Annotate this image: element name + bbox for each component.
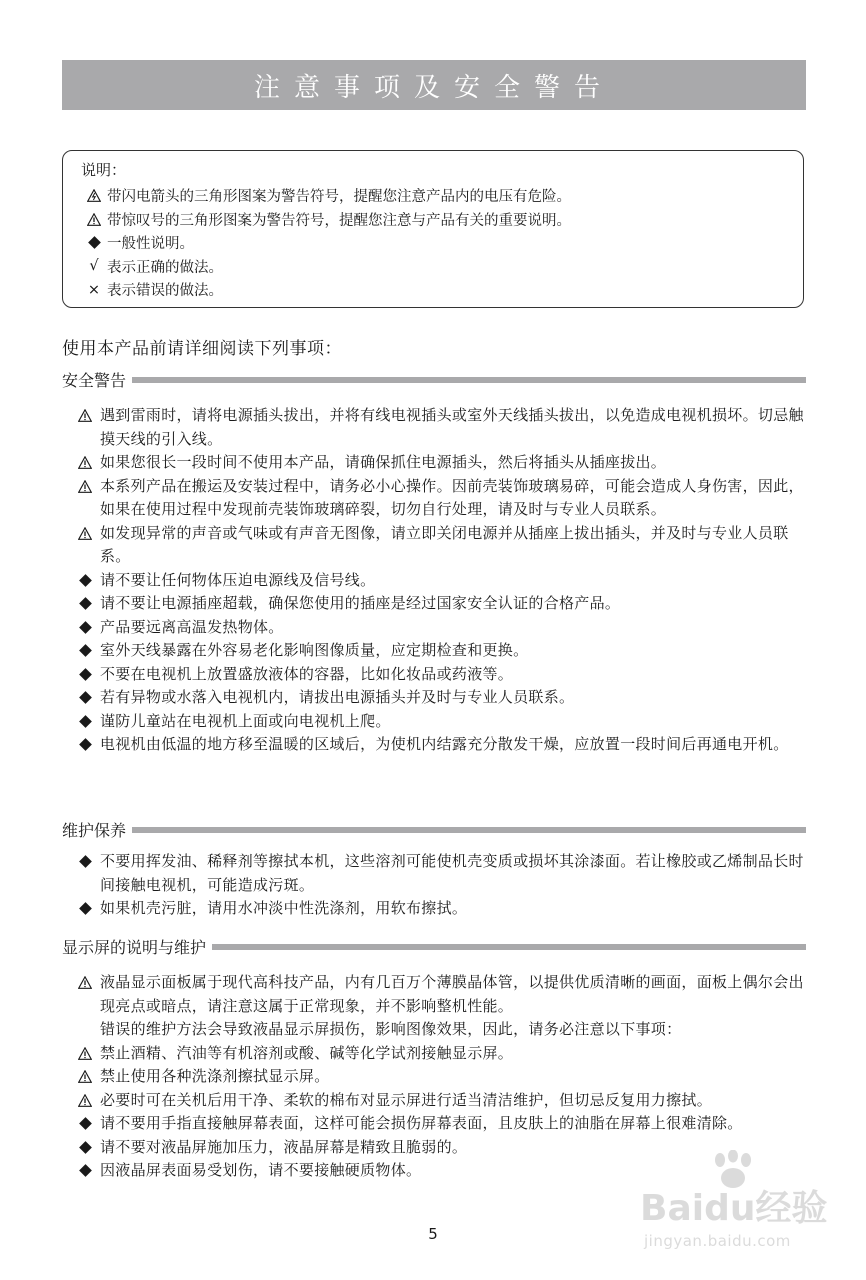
section-rule [132,377,806,383]
section-header-display [62,935,806,958]
list-item [70,451,806,475]
intro-text: 使用本产品前请详细阅读下列事项： [62,339,342,359]
list-item [70,733,806,757]
item-text: 产品要远离高温发热物体。 [100,617,284,636]
diamond-icon [70,663,100,679]
legend-text: 表示正确的做法。 [107,259,223,276]
warning-icon [70,404,100,422]
item-text: 不要用挥发油、稀释剂等擦拭本机，这些溶剂可能使机壳变质或损坏其涂漆面。若让橡胶或乙烯制品长时间接触电视机，可能造成污斑。 [100,852,804,894]
diamond-icon [70,1112,100,1128]
item-text: 错误的维护方法会导致液晶显示屏损伤，影响图像效果，因此，请务必注意以下事项： [100,1020,682,1038]
legend-text: 带闪电箭头的三角形图案为警告符号，提醒您注意产品内的电压有危险。 [107,189,571,206]
section-header-maintenance [62,818,806,841]
list-item [70,686,806,710]
diamond-icon [70,1136,100,1152]
item-text: 请不要用手指直接触屏幕表面，这样可能会损伤屏幕表面，且皮肤上的油脂在屏幕上很难清除。 [100,1114,743,1132]
list-item [70,1065,806,1089]
legend-row [81,255,803,279]
warning-icon [70,971,100,989]
list-item [70,971,806,1018]
legend-text: 一般性说明。 [107,236,194,253]
item-text: 请不要对液晶屏施加压力，液晶屏幕是精致且脆弱的。 [100,1137,468,1156]
item-text: 若有异物或水落入电视机内，请拔出电源插头并及时与专业人员联系。 [100,688,575,706]
legend-row [81,184,803,208]
item-text: 如果机壳污脏，请用水冲淡中性洗涤剂，用软布擦拭。 [100,899,468,917]
item-text: 请不要让任何物体压迫电源线及信号线。 [100,570,376,589]
section-items-safety [70,404,806,757]
list-item [70,592,806,616]
list-item [70,663,806,687]
warning-icon [70,1089,100,1107]
section-rule [212,944,806,950]
item-text: 不要在电视机上放置盛放液体的容器，比如化妆品或药液等。 [100,664,514,683]
warning-icon [70,1065,100,1083]
diamond-icon [70,639,100,655]
item-text: 禁止酒精、汽油等有机溶剂或酸、碱等化学试剂接触显示屏。 [100,1043,514,1062]
item-text: 室外天线暴露在外容易老化影响图像质量，应定期检查和更换。 [100,641,529,659]
diamond-icon [70,710,100,726]
list-item [70,1112,806,1136]
list-item [70,639,806,663]
section-label: 显示屏的说明与维护 [62,938,207,957]
list-item [70,616,806,640]
list-item [70,710,806,734]
legend-row [81,278,803,302]
diamond-icon [70,592,100,608]
cross-mark-icon: × [87,281,101,298]
item-text: 液晶显示面板属于现代高科技产品，内有几百万个薄膜晶体管，以提供优质清晰的画面，面板上偶尔会出现亮点或暗点，请注意这属于正常现象，并不影响整机性能。 [100,973,804,1015]
item-text: 如果您很长一段时间不使用本产品，请确保抓住电源插头，然后将插头从插座拔出。 [100,453,667,471]
diamond-icon [70,616,100,632]
warning-icon [70,522,100,540]
legend-box [62,150,804,308]
list-item [70,1089,806,1113]
exclamation-warning-icon [81,213,107,226]
watermark-url: jingyan.baidu.com [644,1232,791,1250]
legend-row [81,208,803,232]
diamond-icon [70,897,100,913]
warning-icon [70,451,100,469]
list-item [70,404,806,451]
diamond-bullet-icon [81,238,107,247]
section-rule [132,827,806,833]
section-items-maintenance [70,850,806,921]
list-item [70,522,806,569]
diamond-icon [70,569,100,585]
legend-row [81,231,803,255]
item-text: 如发现异常的声音或气味或有声音无图像，请立即关闭电源并从插座上拔出插头，并及时与专业人员联系。 [100,523,789,565]
watermark-logo-text: Baidu经验 [640,1188,828,1229]
item-text: 电视机由低温的地方移至温暖的区域后，为使机内结露充分散发干燥，应放置一段时间后再通电开机。 [100,735,789,753]
legend-text: 表示错误的做法。 [107,283,223,300]
warning-icon [70,1042,100,1060]
list-item [70,1018,806,1042]
warning-icon [70,475,100,493]
diamond-icon [70,686,100,702]
item-text: 请不要让电源插座超载，确保您使用的插座是经过国家安全认证的合格产品。 [100,594,621,612]
item-text: 必要时可在关机后用干净、柔软的棉布对显示屏进行适当清洁维护，但切忌反复用力擦拭。 [100,1090,713,1109]
page-title: 注意事项及安全警告 [62,60,806,110]
legend-text: 带惊叹号的三角形图案为警告符号，提醒您注意与产品有关的重要说明。 [107,212,571,229]
check-mark-icon: √ [89,258,99,275]
item-text: 禁止使用各种洗涤剂擦拭显示屏。 [100,1067,330,1085]
section-label: 安全警告 [62,371,127,390]
diamond-icon [70,850,100,866]
list-item [70,897,806,921]
section-header-safety [62,368,806,391]
section-label: 维护保养 [62,821,127,840]
item-text: 谨防儿童站在电视机上面或向电视机上爬。 [100,711,391,730]
page-number: 5 [428,1225,438,1243]
diamond-icon [70,1159,100,1175]
list-item [70,569,806,593]
item-text: 本系列产品在搬运及安装过程中，请务必小心操作。因前壳装饰玻璃易碎，可能会造成人身伤害，因此，如果在使用过程中发现前壳装饰玻璃碎裂，切勿自行处理，请及时与专业人员联系。 [100,476,804,518]
lightning-warning-icon [81,189,107,202]
list-item [70,475,806,522]
list-item [70,1042,806,1066]
item-text: 因液晶屏表面易受划伤，请不要接触硬质物体。 [100,1161,422,1179]
item-text: 遇到雷雨时，请将电源插头拔出，并将有线电视插头或室外天线插头拔出，以免造成电视机损坏。切忌触摸天线的引入线。 [100,406,804,448]
diamond-icon [70,733,100,749]
list-item [70,850,806,897]
legend-title: 说明： [81,161,127,179]
baidu-watermark [640,1150,830,1260]
